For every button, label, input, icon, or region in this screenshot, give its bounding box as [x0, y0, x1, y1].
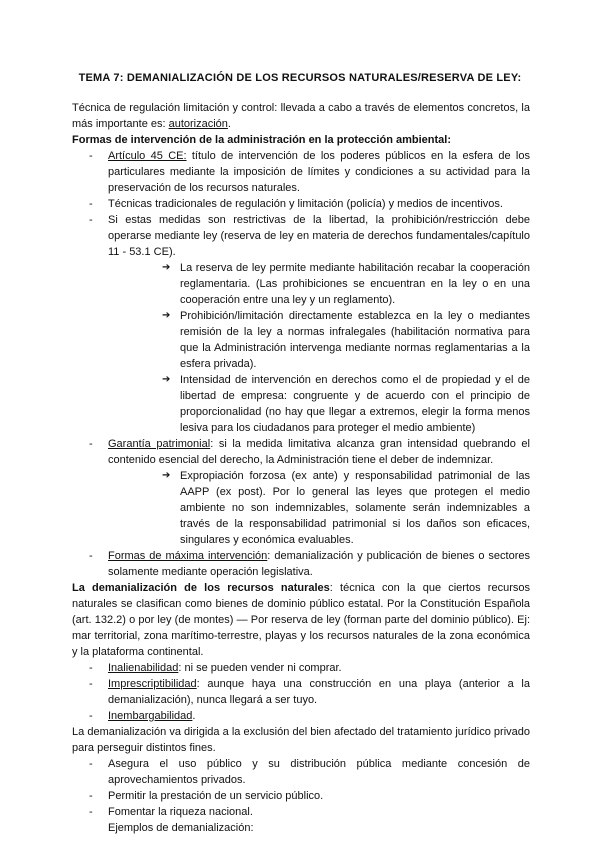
garantia-list — [72, 436, 530, 468]
list-item — [72, 660, 530, 676]
intro-text: Técnica de regulación limitación y control: llevada a cabo a través de elementos concretos, la más importante es: — [72, 102, 530, 130]
arrow-item: ➔ Expropiación forzosa (ex ante) y responsabilidad patrimonial de las AAPP (ex post). Por lo general las leyes que protegen el medio ambiente no son indemnizables, solamente serán indemnizables a través de la responsabilidad patrimonial si los daños son eficaces, singulares y económica evaluables. — [72, 468, 530, 548]
demanialization-term: La demanialización de los recursos naturales — [72, 582, 330, 594]
arrow-item: ➔ La reserva de ley permite mediante habilitación recabar la cooperación reglamentaria. (Las prohibiciones se encuentran en la ley o en una cooperación entre una ley y un reglamento). — [72, 260, 530, 308]
arrow-item: ➔ Intensidad de intervención en derechos como el de propiedad y el de libertad de empresa: congruente y de acuerdo con el principio de proporcionalidad (no hay que llegar a extremos, elegir la forma menos lesiva para los ciudadanos para proteger el medio ambiente) — [72, 372, 530, 436]
list-item-label: Artículo 45 CE: — [108, 150, 187, 162]
characteristic-label: Imprescriptibilidad — [108, 678, 197, 690]
formas-label: Formas de máxima intervención — [108, 550, 268, 562]
garantia-arrow-list — [72, 468, 530, 548]
intro-end: . — [227, 118, 231, 130]
list-item-text: Técnicas tradicionales de regulación y limitación (policía) y medios de incentivos. — [108, 198, 503, 210]
garantia-label: Garantía patrimonial — [108, 438, 211, 450]
characteristic-label: Inalienabilidad — [108, 662, 179, 674]
demanialization-text: : técnica con la que ciertos recursos naturales se clasifican como bienes de dominio público estatal. Por la Constitución Española (art. 132.2) o por ley (de montes) — Por reserva de ley (forman parte del dominio público). Ej: mar territorial, zona marítimo-terrestre, playas y los recursos naturales de la zona económica y la plataforma continental. — [72, 582, 530, 658]
list-item — [72, 708, 530, 724]
list-item — [72, 212, 530, 260]
exclusion-paragraph: La demanialización va dirigida a la exclusión del bien afectado del tratamiento jurídico privado para perseguir distintos fines. — [72, 726, 530, 754]
section-heading-intervencion: Formas de intervención de la administración en la protección ambiental: — [72, 134, 451, 146]
demanialization-paragraph — [72, 580, 530, 660]
list-item — [72, 196, 530, 212]
list-item: - Fomentar la riqueza nacional. — [72, 804, 530, 820]
examples-heading: Ejemplos de demanialización: — [108, 822, 254, 834]
list-item — [72, 548, 530, 580]
purposes-list — [72, 756, 530, 820]
characteristic-text: : aunque haya una construcción en una playa (anterior a la demanialización), nunca llegará a ser tuyo. — [108, 678, 530, 706]
document-title: TEMA 7: DEMANIALIZACIÓN DE LOS RECURSOS NATURALES/RESERVA DE LEY: — [78, 72, 522, 84]
characteristics-list — [72, 660, 530, 724]
list-item-text: título de intervención de los poderes públicos en la esfera de los particulares mediante la imposición de límites y condiciones a su actividad para la preservación de los recursos naturales. — [108, 150, 530, 194]
list-item: - Permitir la prestación de un servicio público. — [72, 788, 530, 804]
list-item — [72, 148, 530, 196]
list-item — [72, 676, 530, 708]
list-item: - Asegura el uso público y su distribución pública mediante concesión de aprovechamientos privados. — [72, 756, 530, 788]
garantia-text: : si la medida limitativa alcanza gran intensidad quebrando el contenido esencial del derecho, la Administración tiene el deber de indemnizar. — [108, 438, 530, 466]
arrow-item: ➔ Prohibición/limitación directamente establezca en la ley o mediantes remisión de la ley a normas infralegales (habilitación normativa para que la Administración intervenga mediante normas reglamentarias a la esfera privada). — [72, 308, 530, 372]
intro-underlined: autorización — [168, 118, 228, 130]
reserva-arrow-list — [72, 260, 530, 436]
list-item-text: Si estas medidas son restrictivas de la libertad, la prohibición/restricción debe operarse mediante ley (reserva de ley en materia de derechos fundamentales/capítulo 11 - 53.1 CE). — [108, 214, 530, 258]
formas-text: : demanialización y publicación de bienes o sectores solamente mediante operación legislativa. — [108, 550, 530, 578]
characteristic-label: Inembargabilidad — [108, 710, 193, 722]
formas-list — [72, 548, 530, 580]
intro-paragraph — [72, 100, 530, 132]
characteristic-text: : ni se pueden vender ni comprar. — [178, 662, 342, 674]
list-item — [72, 436, 530, 468]
characteristic-text: . — [192, 710, 196, 722]
document-body — [72, 100, 530, 836]
intervention-list — [72, 148, 530, 260]
